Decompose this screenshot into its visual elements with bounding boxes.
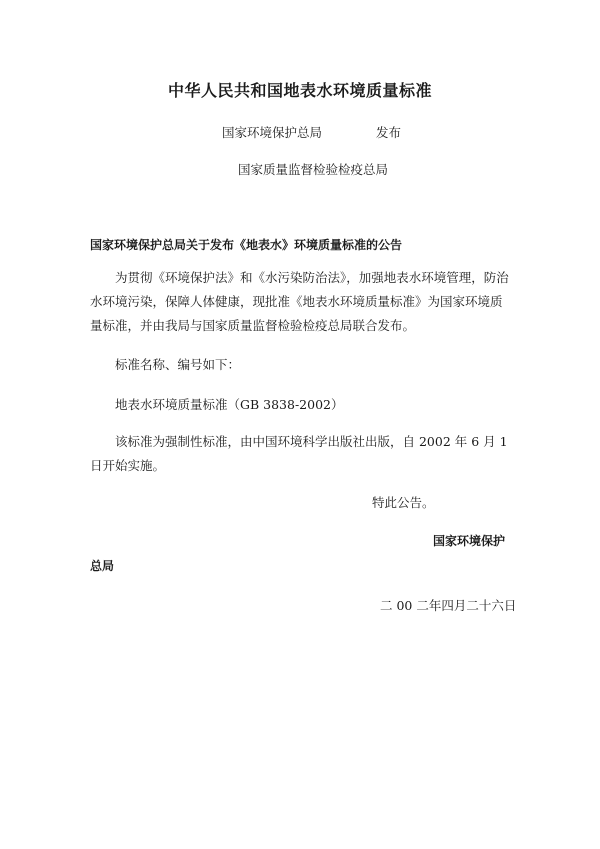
paragraph-effective-date: 该标准为强制性标准，由中国环境科学出版社出版，自 2002 年 6 月 1 日开始实施。 bbox=[90, 434, 508, 473]
document-title: 中华人民共和国地表水环境质量标准 bbox=[167, 81, 432, 100]
paragraph-standard-name: 地表水环境质量标准（GB 3838-2002） bbox=[115, 397, 344, 412]
announcement-heading: 国家环境保护总局关于发布《地表水》环境质量标准的公告 bbox=[90, 238, 403, 252]
paragraph-standard-list-label: 标准名称、编号如下： bbox=[115, 357, 241, 372]
issuer-primary: 国家环境保护总局 bbox=[222, 125, 323, 140]
paragraph-intro: 为贯彻《环境保护法》和《水污染防治法》，加强地表水环境管理，防治水环境污染，保障人体健康，现批准《地表水环境质量标准》为国家环境质量标准，并由我局与国家质量监督检验检疫总局联合发布。 bbox=[90, 270, 509, 333]
signature-line-2: 总局 bbox=[90, 559, 115, 573]
issue-date: 二 00 二年四月二十六日 bbox=[380, 598, 517, 613]
signature-line-1: 国家环境保护 bbox=[433, 534, 506, 548]
issuer-secondary: 国家质量监督检验检疫总局 bbox=[238, 162, 389, 177]
closing-remark: 特此公告。 bbox=[372, 495, 435, 510]
issued-label: 发布 bbox=[376, 125, 402, 140]
